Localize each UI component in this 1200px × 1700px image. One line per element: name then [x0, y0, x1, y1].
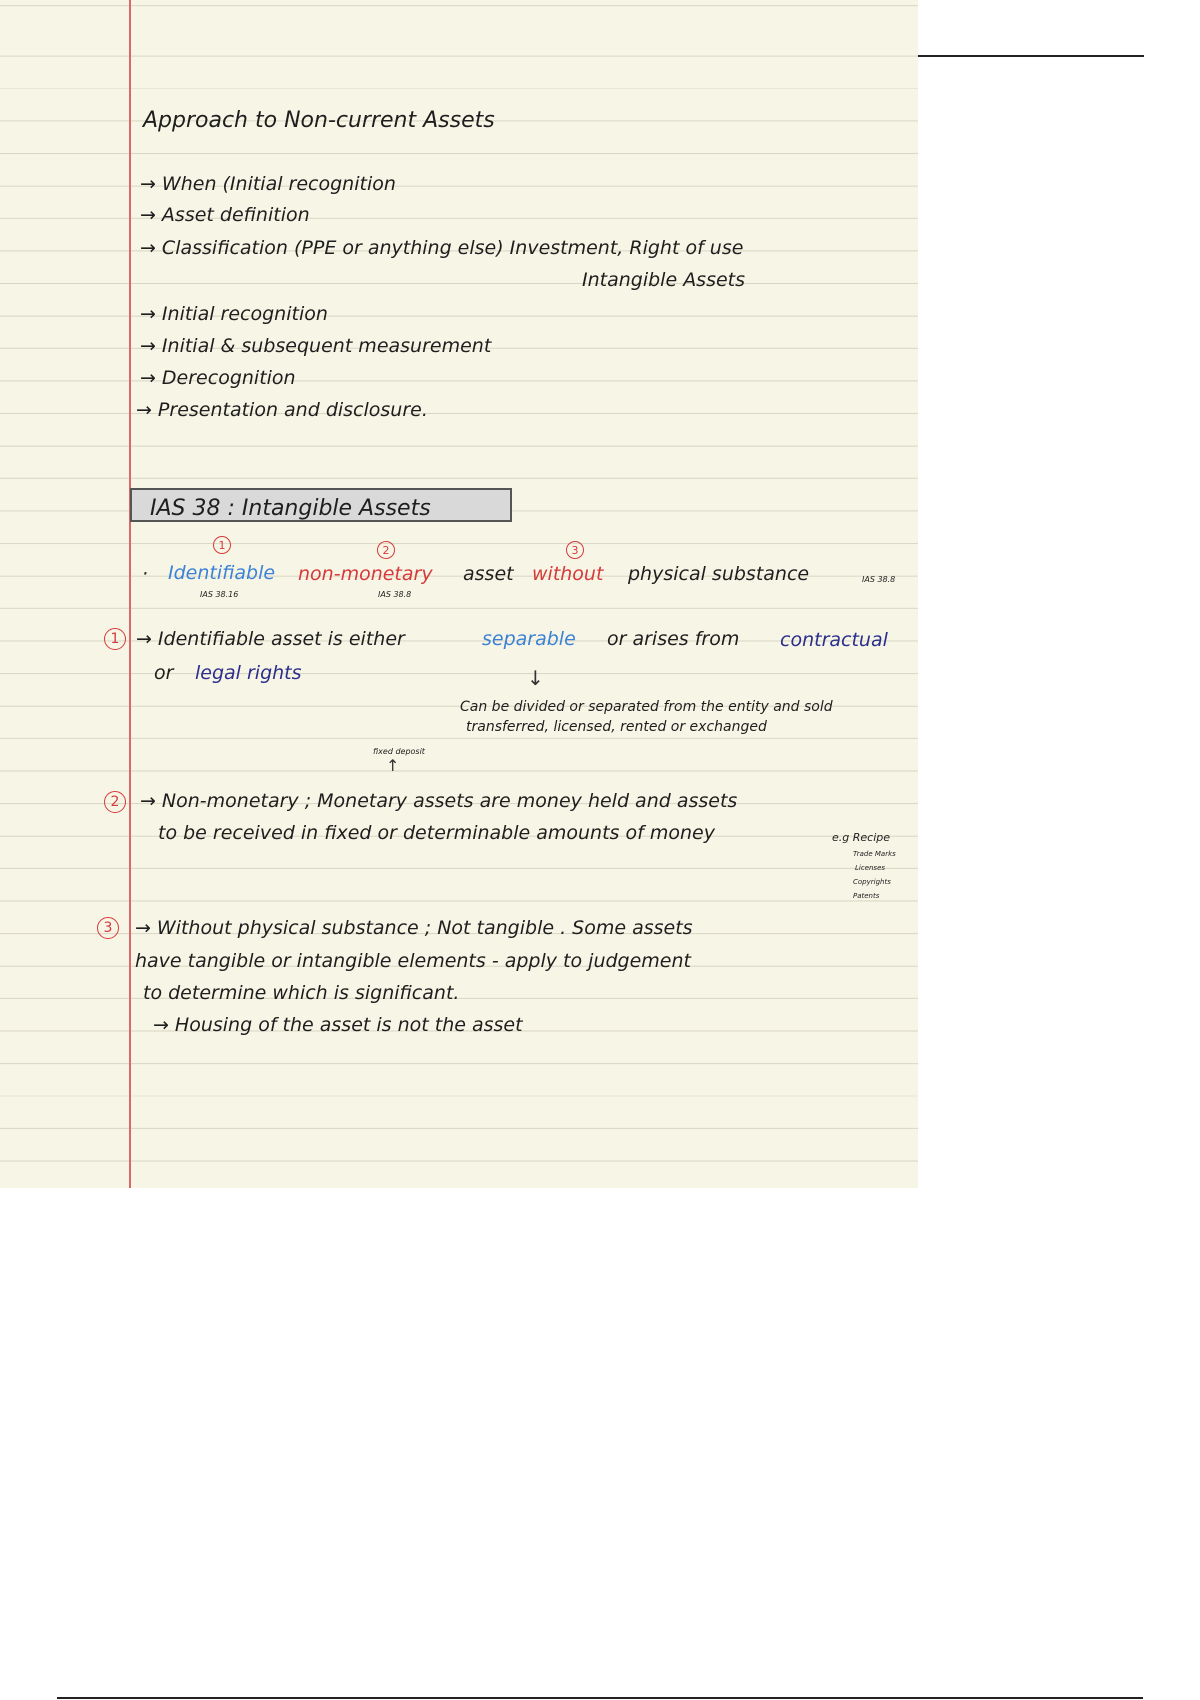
arrow-icon: → [135, 917, 151, 939]
point3-line4 [153, 1016, 523, 1035]
definition-rest: physical substance [628, 563, 810, 585]
point3-line3: to determine which is significant. [143, 982, 460, 1004]
marker-circle: 3 [566, 541, 584, 559]
definition-reference-2: IAS 38.8 [378, 590, 412, 599]
point3-line2: have tangible or intangible elements - apply to judgement [135, 950, 691, 972]
marker-circle: 2 [104, 791, 126, 813]
point2-line1-text: Non-monetary ; Monetary assets are money held and assets [161, 790, 738, 812]
approach-item-text: Classification (PPE or anything else) Investment, Right of use [161, 237, 744, 259]
point2-line2: to be received in fixed or determinable amounts of money [158, 822, 715, 844]
approach-item [140, 175, 396, 194]
arrow-icon: → [140, 790, 156, 812]
point2-example: Licenses [855, 864, 886, 872]
arrow-icon: → [136, 628, 152, 650]
point2-example: Copyrights [853, 878, 891, 886]
marker-circle: 1 [104, 628, 126, 650]
approach-item [136, 401, 428, 420]
point3-line1-text: Without physical substance ; Not tangible . Some assets [156, 917, 693, 939]
definition-term-non-monetary: non-monetary [298, 563, 433, 585]
definition-bullet: · [142, 563, 149, 585]
point3-line4-text: Housing of the asset is not the asset [174, 1014, 523, 1036]
point1-note-line1: Can be divided or separated from the entity and sold [460, 699, 833, 715]
approach-item-text: Initial recognition [161, 303, 328, 325]
definition-word-asset: asset [463, 563, 514, 585]
approach-item [140, 369, 296, 388]
point1-contractual: contractual [780, 629, 888, 651]
point1-separable: separable [482, 628, 576, 650]
definition-reference-1: IAS 38.16 [200, 590, 239, 599]
up-arrow-icon: ↑ [386, 756, 400, 775]
bottom-rule [57, 1697, 1143, 1699]
point1-line2-or: or [154, 662, 174, 684]
point2-example: Patents [853, 892, 880, 900]
approach-item-text: Derecognition [161, 367, 296, 389]
approach-item-text: When (Initial recognition [161, 173, 396, 195]
marker-circle: 3 [97, 917, 119, 939]
point1-line1 [136, 630, 405, 649]
approach-item [140, 337, 491, 356]
margin-line [129, 0, 131, 1188]
arrow-icon: → [140, 204, 156, 226]
point1-legal-rights: legal rights [195, 662, 302, 684]
section-title: IAS 38 : Intangible Assets [150, 496, 431, 521]
approach-item-text: Asset definition [161, 204, 310, 226]
arrow-icon: → [136, 399, 152, 421]
arrow-icon: → [140, 173, 156, 195]
approach-item-continued: Intangible Assets [582, 269, 746, 291]
arrow-icon: → [140, 237, 156, 259]
approach-item [140, 206, 310, 225]
point1-or-arises: or arises from [607, 628, 740, 650]
approach-item-text: Initial & subsequent measurement [161, 335, 492, 357]
definition-term-without: without [532, 563, 604, 585]
point2-line1 [140, 792, 737, 811]
section-title-box [130, 488, 512, 522]
marker-circle: 1 [213, 536, 231, 554]
point3-line1 [135, 919, 693, 938]
approach-item [140, 305, 328, 324]
top-rule [918, 55, 1144, 57]
point2-small-note: fixed deposit [373, 747, 425, 756]
page-heading: Approach to Non-current Assets [143, 108, 495, 133]
arrow-icon: → [153, 1014, 169, 1036]
marker-circle: 2 [377, 541, 395, 559]
approach-item-text: Presentation and disclosure. [157, 399, 428, 421]
point1-note-line2: transferred, licensed, rented or exchanged [466, 719, 767, 735]
point1-text: Identifiable asset is either [157, 628, 405, 650]
arrow-icon: → [140, 335, 156, 357]
point2-eg: e.g Recipe [832, 831, 891, 844]
approach-item [140, 239, 743, 258]
down-arrow-icon: ↓ [527, 666, 544, 690]
arrow-icon: → [140, 303, 156, 325]
arrow-icon: → [140, 367, 156, 389]
definition-term-identifiable: Identifiable [168, 562, 276, 584]
definition-reference: IAS 38.8 [862, 575, 896, 584]
point2-example: Trade Marks [853, 850, 896, 858]
